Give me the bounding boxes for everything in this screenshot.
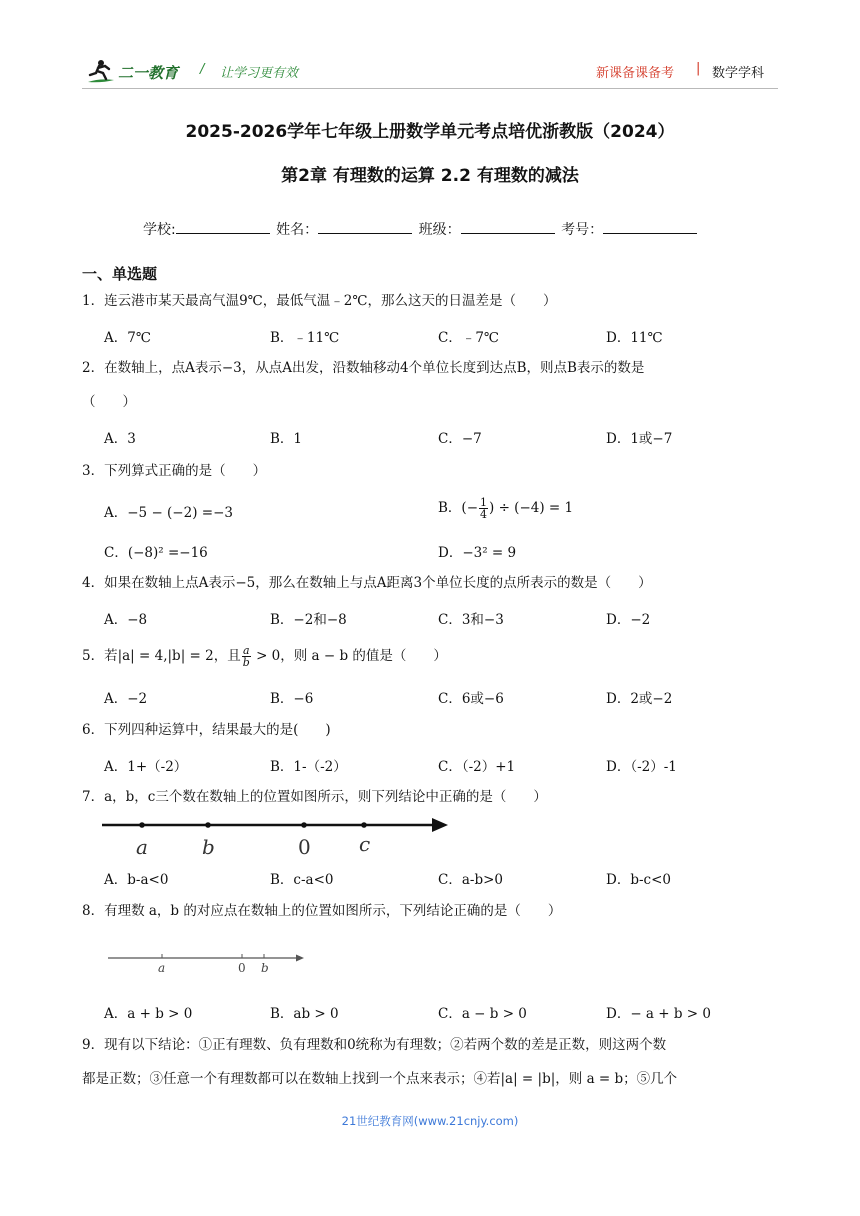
number-field[interactable] <box>603 219 697 234</box>
q5-fraction-numerator: a <box>242 644 250 657</box>
q5-stem-post: > 0，则 a − b 的值是（ ） <box>251 648 447 664</box>
name-label: 姓名： <box>276 222 319 238</box>
question-8: 8．有理数 a，b 的对应点在数轴上的位置如图所示，下列结论正确的是（ ） <box>82 903 562 919</box>
question-9: 9．现有以下结论：①正有理数、负有理数和0统称为有理数；②若两个数的差是正数，则这两个数 <box>82 1037 667 1053</box>
q1-option-c: C．﹣7℃ <box>438 330 500 346</box>
q5-stem-pre: 5．若|a| = 4,|b| = 2，且 <box>82 648 241 664</box>
q5-option-b: B．−6 <box>270 691 314 707</box>
class-field[interactable] <box>461 219 555 234</box>
section-heading: 一、单选题 <box>82 265 158 283</box>
fraction <box>479 497 488 520</box>
school-label: 学校: <box>143 222 176 238</box>
brand-logo <box>84 56 188 86</box>
brand-name: 二一教育 <box>118 64 179 82</box>
question-5 <box>82 645 447 668</box>
q4-option-b: B．−2和−8 <box>270 612 347 628</box>
q3-option-c: C．(−8)² =−16 <box>104 545 208 561</box>
q8-option-d: D．− a + b > 0 <box>606 1006 711 1022</box>
q5-option-a: A．−2 <box>104 691 148 707</box>
q4-option-a: A．−8 <box>104 612 148 628</box>
fraction-numerator: 1 <box>480 496 488 509</box>
q3-option-b <box>438 496 573 520</box>
q6-option-a: A．1+（-2） <box>104 759 188 775</box>
q2-option-d: D．1或−7 <box>606 431 673 447</box>
q8-label-b: b <box>261 961 269 975</box>
q6-option-d: D．（-2）-1 <box>606 759 677 775</box>
q7-option-c: C．a-b>0 <box>438 872 503 888</box>
q7-option-b: B．c-a<0 <box>270 872 334 888</box>
fraction-denominator: 4 <box>480 508 488 521</box>
q8-option-c: C．a − b > 0 <box>438 1006 527 1022</box>
question-7: 7．a，b，c三个数在数轴上的位置如图所示，则下列结论中正确的是（ ） <box>82 789 547 805</box>
header-separator: | <box>696 61 701 76</box>
page-subtitle: 第2章 有理数的运算 2.2 有理数的减法 <box>281 166 579 186</box>
q7-label-c: c <box>359 832 371 856</box>
question-3: 3．下列算式正确的是（ ） <box>82 463 267 479</box>
header-tag: 新课备课备考 <box>596 66 675 81</box>
question-6: 6．下列四种运算中，结果最大的是( ) <box>82 722 331 738</box>
number-label: 考号： <box>561 222 604 238</box>
q1-option-a: A．7℃ <box>104 330 151 346</box>
q4-option-c: C．3和−3 <box>438 612 504 628</box>
slogan: 让学习更有效 <box>220 66 299 81</box>
header-subject: 数学学科 <box>712 66 765 81</box>
q7-label-a: a <box>136 835 148 859</box>
q7-label-zero: 0 <box>298 835 311 859</box>
question-2-cont: （ ） <box>82 394 136 410</box>
q8-label-zero: 0 <box>238 961 246 975</box>
arrow-icon <box>296 955 304 962</box>
q8-number-line <box>104 948 308 978</box>
q8-label-a: a <box>158 961 166 975</box>
q5-fraction <box>242 645 251 668</box>
q4-option-d: D．−2 <box>606 612 651 628</box>
class-label: 班级： <box>418 222 461 238</box>
header-divider <box>82 88 778 89</box>
q1-option-d: D．11℃ <box>606 330 663 346</box>
q3-option-d: D．−3² = 9 <box>438 545 517 561</box>
q3-option-b-open: (− <box>461 500 479 516</box>
school-field[interactable] <box>176 219 270 234</box>
q3-option-b-rest: ) ÷ (−4) = 1 <box>489 500 574 516</box>
slogan-divider: / <box>200 62 205 77</box>
q8-option-b: B．ab > 0 <box>270 1006 339 1022</box>
q7-option-a: A．b-a<0 <box>104 872 169 888</box>
question-2: 2．在数轴上，点A表示−3，从点A出发，沿数轴移动4个单位长度到达点B，则点B表示的数是 <box>82 360 645 376</box>
q8-option-a: A．a + b > 0 <box>104 1006 193 1022</box>
question-4: 4．如果在数轴上点A表示−5，那么在数轴上与点A距离3个单位长度的点所表示的数是（ ） <box>82 575 652 591</box>
q2-option-c: C．−7 <box>438 431 482 447</box>
q2-option-a: A．3 <box>104 431 136 447</box>
q6-option-c: C．（-2）+1 <box>438 759 516 775</box>
question-9-cont: 都是正数；③任意一个有理数都可以在数轴上找到一个点来表示；④若|a| = |b|，则 a = b；⑤几个 <box>82 1071 678 1087</box>
arrow-icon <box>432 818 448 832</box>
q7-label-b: b <box>202 835 215 859</box>
q7-number-line <box>98 814 454 860</box>
name-field[interactable] <box>318 219 412 234</box>
q5-option-c: C．6或−6 <box>438 691 504 707</box>
q7-option-d: D．b-c<0 <box>606 872 671 888</box>
q5-option-d: D．2或−2 <box>606 691 673 707</box>
q1-option-b: B．﹣11℃ <box>270 330 340 346</box>
q6-option-b: B．1-（-2） <box>270 759 347 775</box>
student-info <box>143 219 699 239</box>
q3-option-b-letter: B． <box>438 500 462 516</box>
page-title: 2025-2026学年七年级上册数学单元考点培优浙教版（2024） <box>185 122 675 142</box>
q2-option-b: B．1 <box>270 431 303 447</box>
q3-option-a: A．−5 − (−2) =−3 <box>104 505 233 521</box>
q5-fraction-denominator: b <box>242 656 250 669</box>
page-footer[interactable]: 21世纪教育网(www.21cnjy.com) <box>341 1114 519 1128</box>
question-1: 1．连云港市某天最高气温9℃，最低气温﹣2℃，那么这天的日温差是（ ） <box>82 293 557 309</box>
